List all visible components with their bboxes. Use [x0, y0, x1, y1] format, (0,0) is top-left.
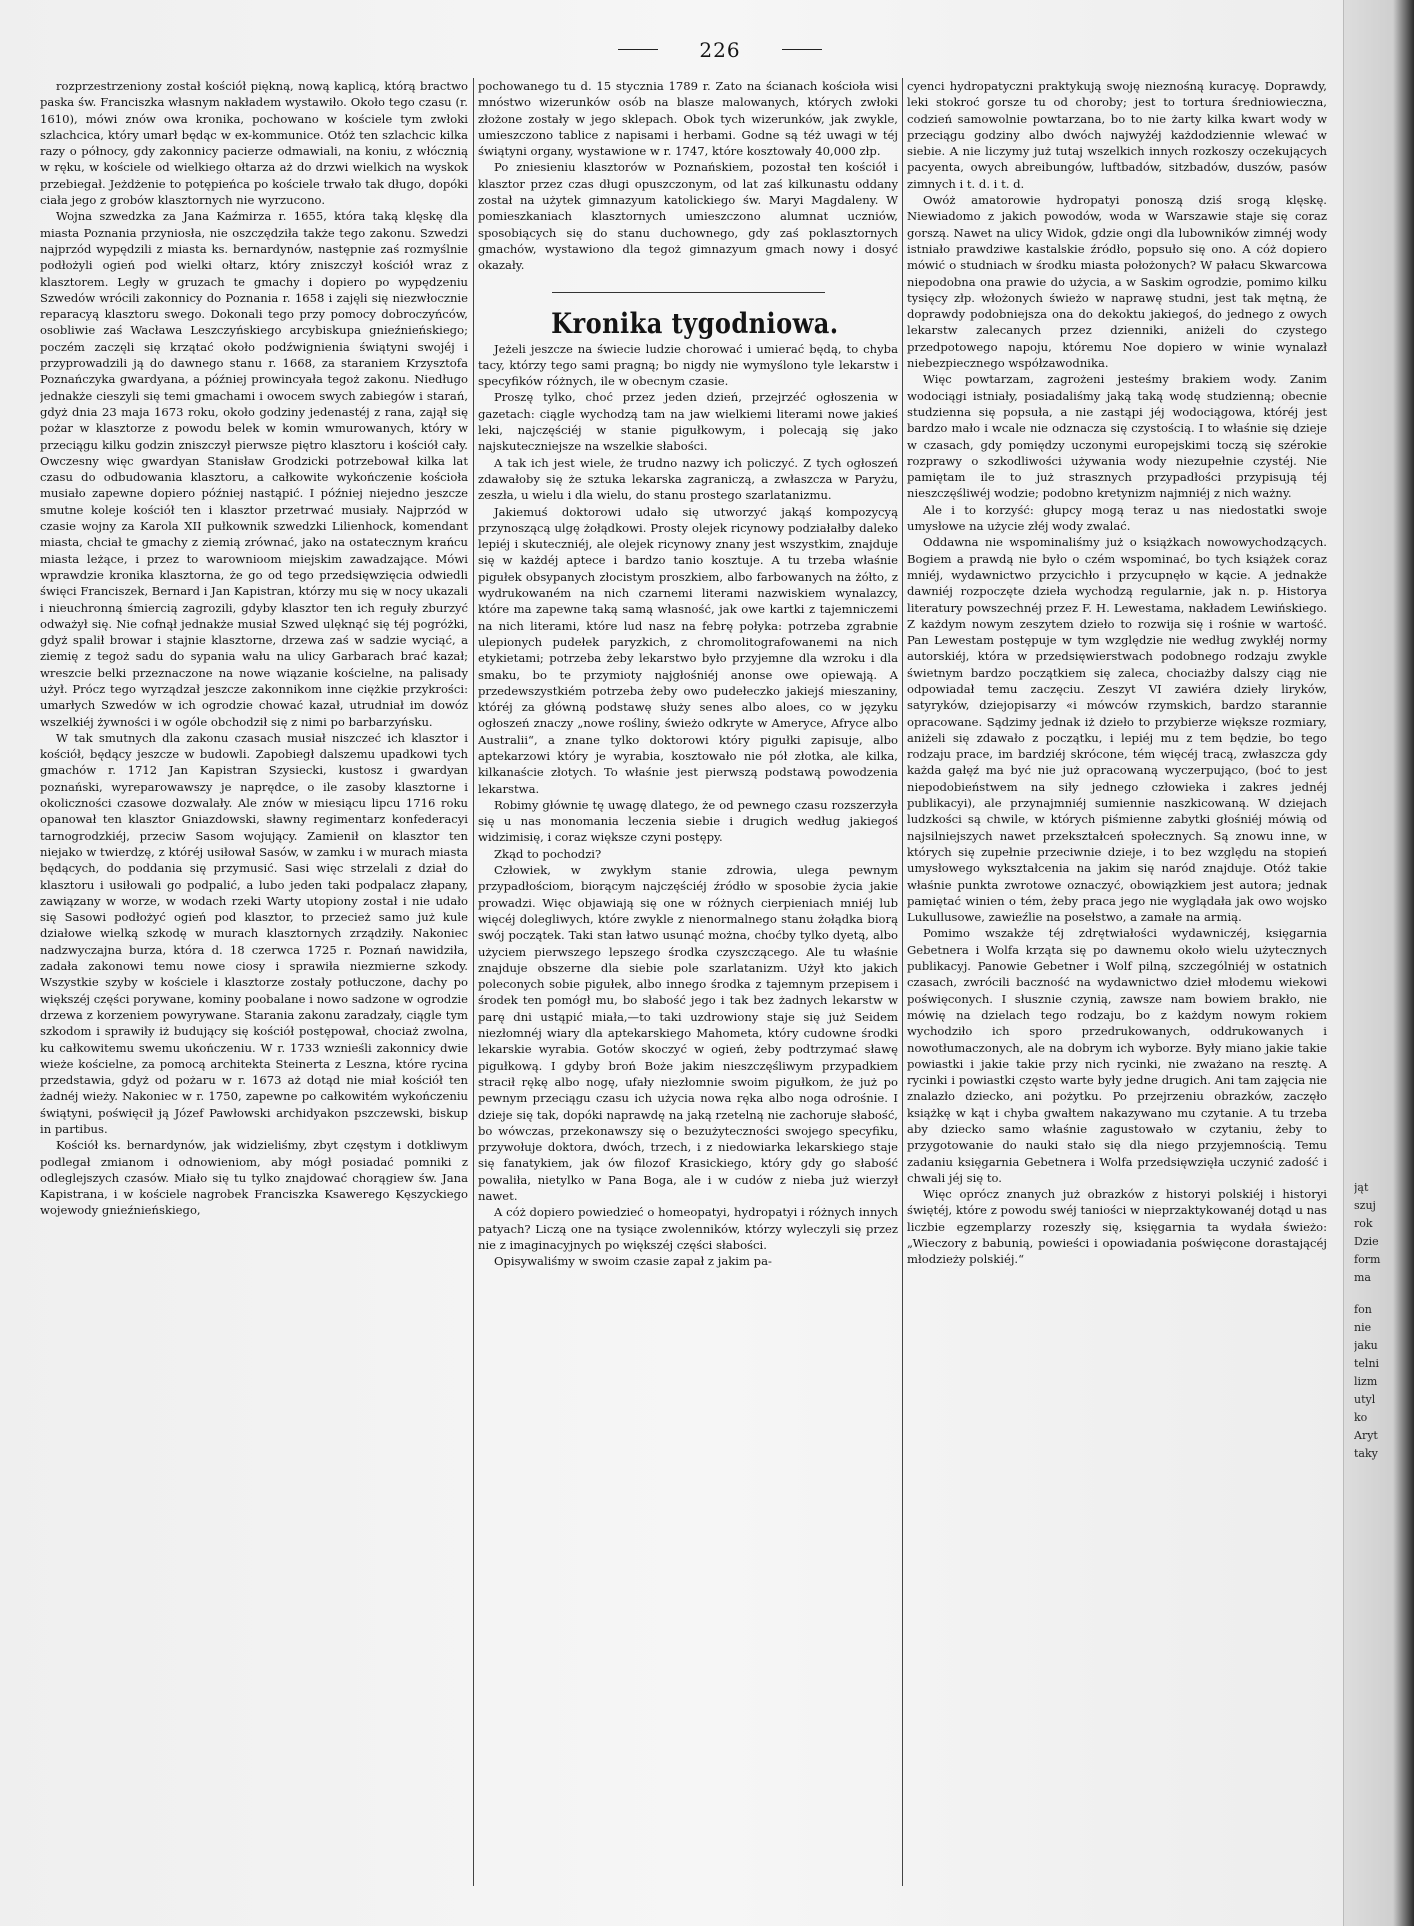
edge-fragment: ma — [1354, 1271, 1371, 1284]
column-divider-2 — [902, 78, 903, 1886]
paragraph: Owóż amatorowie hydropatyi ponoszą dziś srogą klęskę. Niewiadomo z jakich powodów, woda w Warszawie staje się coraz gorszą. Nawet na ulicy Widok, gdzie ongi dla lubowników zimnéj wody istniało prawdziwe kastalskie źródło, popsuło się ono. A cóż dopiero mówić o studniach w środku miasta położonych? W pałacu Skwarcowa niepodobna ona prawie do użycia, a w Saskim ogrodzie, pomimo kilku tysięcy złp. włożonych świeżo w naprawę studni, jest tak mętną, że doprawdy podobniejsza ona do dekoktu jakiegoś, do jednego z owych lekarstw zalecanych przez dzienniki, aniżeli do czystego przedpotowego napoju, któremu Noe dopiero w winie wynalazł niebezpiecznego współzawodnika. — [907, 193, 1327, 371]
edge-fragment: nie — [1354, 1321, 1372, 1334]
section-title: Kronika tygodniowa. — [551, 306, 839, 340]
paragraph: W tak smutnych dla zakonu czasach musiał niszczeć ich klasztor i kościół, będący jeszcze w budowli. Zapobiegł dalszemu upadkowi tych gmachów r. 1712 Jan Kapistran Szysiecki, kustosz i gwardyan poznański, wyreparowawszy je naprędce, o ile zasoby klasztorne i okoliczności czasowe dozwalały. Ale znów w miesiącu lipcu 1716 roku opanował ten klasztor Gniazdowski, sławny regimentarz konfederacyi tarnogrodzkiéj, przeciw Sasom wojujący. Zamienił on klasztor ten niejako w twierdzę, z któréj usiłował Sasów, w zamku i w murach miasta będących, do poddania się przymusić. Sasi więc strzelali z dział do klasztoru i usiłowali go podpalić, a lubo jeden taki podpalacz złapany, zawiązany w worze, w wodach rzeki Warty utopiony został i nie udało się Sasowi podłożyć ogień pod klasztor, to przecież samo już kule działowe wielką szkodę w murach klasztornych zrządziły. Nakoniec nadzwyczajna burza, która d. 18 czerwca 1725 r. Poznań nawidziła, zadała zakonowi temu nowe ciosy i sprawiła niezmierne szkody. Wszystkie szyby w kościele i klasztorze zostały potłuczone, dachy po większéj części porywane, kominy poobalane i nowo sadzone w ogrodzie drzewa z korzeniem powyrywane. Starania zakonu zaradzały, ciągle tym szkodom i sprawiły iż budujący się kościół postępował, chociaż zwolna, ku całkowitemu swemu ukończeniu. W r. 1733 wznieśli zakonnicy dwie wieże kościelne, za pomocą architekta Steinerta z Leszna, które rycina przedstawia, gdyż od pożaru w r. 1673 aż dotąd nie miał kościół ten żadnéj wieży. Nakoniec w r. 1750, zapewne po całkowitém wykończeniu świątyni, poświęcił ją Józef Pawłowski archidyakon pszczewski, biskup in partibus. — [40, 730, 468, 1136]
edge-fragment: fon — [1354, 1303, 1372, 1316]
paragraph: Oddawna nie wspominaliśmy już o książkach nowowychodzących. Bogiem a prawdą nie było o czém wspominać, bo tych książek coraz mniéj, wydawnictwo przycichło i przycupnęło w kącie. A jednakże dawniéj rozpoczęte dzieła wychodzą regularnie, jak n. p. Historya literatury powszechnéj przez F. H. Lewestama, nakładem Lewińskiego. Z każdym nowym zeszytem dzieło to rozwija się i rośnie w wartość. Pan Lewestam postępuje w tym względzie nie według zwykłéj normy autorskiéj, która w przedsięwierstwach podobnego rodzaju zwykle świetnym bardzo początkiem się zaleca, chociażby dalszy ciąg nie odpowiadał temu zaczęciu. Zeszyt VI zawiéra dzieły liryków, satyryków, dziejopisarzy «i mówców rzymskich, bardzo starannie opracowane. Sądzimy jednak iż dzieło to przybierze większe rozmiary, aniżeli się zdawało z początku, i lepiéj mu z tem będzie, bo tego rodzaju prace, im bardziéj skrócone, tém więcéj tracą, zwłaszcza gdy każda gałęź ma być nie już opracowaną wyczerpująco, (boć to jest niepodobieństwem na siły jednego człowieka i zakres jednéj publikacyi), ale przynajmniéj sumiennie naszkicowaną. W dziejach ludzkości są chwile, w których piśmienne zabytki głośniéj mówią od najsilniejszych nawet przekształceń społecznych. Są znowu inne, w których się zupełnie przeciwnie dzieje, i to bez względu na stopień umysłowego wykształcenia na jakim się naród znajduje. Otóż takie właśnie punkta zwrotowe oznaczyć, obowiązkiem jest autora; jednak pamiętać winien o tém, żeby praca jego nie wyglądała jak owo wojsko Lukullusowe, zawieźlie na posełstwo, a zamałe na armią. — [907, 535, 1327, 925]
edge-fragment: Aryt — [1354, 1429, 1378, 1442]
paragraph: Pomimo wszakże téj zdrętwiałości wydawniczéj, księgarnia Gebetnera i Wolfa krząta się po dawnemu około wielu użytecznych publikacyj. Panowie Gebetner i Wolf pilną, szczególniéj w ostatnich czasach, zwrócili baczność na wydawnictwo dzieł młodemu wiekowi poświęconych. I słusznie czynią, zawsze nam bowiem brakło, nie mówię na dzielach tego rodzaju, bo z każdym nowym rokiem wychodziło ich sporo przedrukowanych, oddrukowanych i nowotłumaczonych, ale na dobrym ich wyborze. Były miano jakie takie powiastki i jakie takie przy nich rycinki, nie zważano na resztę. A rycinki i powiastki często warte były jedne drugich. Ani tam zajęcia nie znalazło dziecko, ani pożytku. Po przejrzeniu obrazków, zaczęło książkę w kąt i chyba gwałtem nakazywano mu czytanie. A tu trzeba aby dziecko samo właśnie zagustowało w czytaniu, żeby to przygotowanie do nauki stało się dla niego przyjemnością. Temu zadaniu księgarnia Gebetnera i Wolfa przedsięwzięła uczynić zadość i chwali jéj się to. — [907, 926, 1327, 1185]
paragraph: A tak ich jest wiele, że trudno nazwy ich policzyć. Z tych ogłoszeń zdawałoby się że sztuka lekarska zagraniczą, a zwłaszcza w Paryżu, zeszła, u wielu i dla wielu, do stanu prostego szarlatanizmu. — [478, 455, 898, 503]
paragraph: cyenci hydropatyczni praktykują swoję nieznośną kuracyę. Doprawdy, leki stokroć gorsze tu od choroby; jest to tortura średniowieczna, codzień samowolnie powtarzana, bo to nie żarty kilka kwart wody w przeciągu godziny albo dwóch najwyżéj każdodziennie wlewać w siebie. A nie liczymy już tutaj wszelkich innych rozkoszy oczekujących pacyenta, owych abreibungów, luftbadów, sitzbadów, duszów, pasów zimnych i t. d. i t. d. — [907, 79, 1327, 191]
paragraph: Ale i to korzyść: głupcy mogą teraz u nas niedostatki swoje umysłowe na użycie złéj wody zwalać. — [907, 502, 1327, 534]
edge-fragment: szuj — [1354, 1199, 1376, 1212]
paragraph: rozprzestrzeniony został kościół piękną, nową kaplicą, którą bractwo paska św. Franciszka własnym nakładem wystawiło. Około tego czasu (r. 1610), mówi znów owa kronika, pochowano w kościele tym zwłoki szlachcica, który umarł będąc w ex-kommunice. Otóż ten szlachcic kilka razy o północy, gdy zakonnicy pacierze odmawiali, na koniu, z włócznią w ręku, w kościele od wielkiego ołtarza aż do drzwi wielkich na wyskok przebiegał. Jeżdżenie to potępieńca po kościele trwało tak długo, dopóki ciała jego z grobów klasztornych nie wyrzucono. — [40, 79, 468, 208]
edge-fragment: jąt — [1354, 1181, 1369, 1194]
paragraph: Robimy głównie tę uwagę dlatego, że od pewnego czasu rozszerzyła się u nas monomania leczenia siebie i drugich według jakiegoś widzimisię, i coraz większe czyni postępy. — [478, 797, 898, 845]
paragraph: Jeżeli jeszcze na świecie ludzie chorować i umierać będą, to chyba tacy, którzy tego sami pragną; bo nigdy nie wymyślono tyle lekarstw i specyfików różnych, ile w obecnym czasie. — [478, 341, 898, 389]
column-3 — [907, 78, 1327, 1896]
paragraph: Zkąd to pochodzi? — [494, 846, 602, 861]
paragraph: Człowiek, w zwykłym stanie zdrowia, ulega pewnym przypadłościom, biorącym najczęściéj źródło w sposobie życia jakie prowadzi. Więc objawiają się one w różnych cierpieniach mniéj lub więcéj dolegliwych, które zwykle z nienormalnego stanu żołądka biorą swój początek. Taki stan łatwo usunąć można, choćby tylko dyetą, albo użyciem pierwszego lepszego środka czyszczącego. Ale tu właśnie znajduje obszerne dla siebie pole szarlatanizm. Użył kto jakich poleconych sobie pigułek, albo innego środka z tajemnym przepisem i środek ten pomógł mu, bo słabość jego i tak bez żadnych lekarstw w parę dni ustąpić miała,—to taki uzdrowiony staje się już Seidem niezłomnéj wiary dla aptekarskiego Mahometa, który cudowne środki lekarskie wyrabia. Gotów skoczyć w ogień, żeby podtrzymać sławę pigułkową. I gdyby broń Boże jakim nieszczęśliwym przypadkiem stracił rękę albo nogę, ufały niezłomnie swoim pigułkom, że już po pewnym przeciągu czasu ich użycia nowa ręka albo noga odrośnie. I dzieje się tak, dopóki naprawdę na jaką rzetelną nie zachoruje słabość, bo wówczas, przekonawszy się o bezużyteczności swojego specyfiku, przywołuje doktora, dwóch, trzech, i z niedowiarka lekarskiego staje się fanatykiem, jak ów filozof Krasickiego, który gdy go słabość powaliła, nietylko w Pana Boga, ale i w cudów z nieba już wierzył nawet. — [478, 863, 898, 1203]
edge-fragment: lizm — [1354, 1375, 1378, 1388]
page-number — [660, 38, 780, 62]
edge-fragment: rok — [1354, 1217, 1373, 1230]
page-number-rule-left — [618, 49, 658, 50]
edge-fragment: taky — [1354, 1447, 1378, 1460]
edge-fragment: jaku — [1354, 1339, 1378, 1352]
paragraph: Kościół ks. bernardynów, jak widzieliśmy, zbyt częstym i dotkliwym podlegał zmianom i odnowieniom, aby mógł posiadać pomniki z odleglejszych czasów. Miało się tu tylko znajdować chorągiew św. Jana Kapistrana, i w kościele nagrobek Franciszka Ksawerego Kęszyckiego wojewody gnieźnieńskiego, — [40, 1138, 468, 1218]
paragraph: Po zniesieniu klasztorów w Poznańskiem, pozostał ten kościół i klasztor przez czas długi opuszczonym, od lat zaś kilkunastu oddany został na użytek gimnazyum katolickiego św. Maryi Magdaleny. W pomieszkaniach klasztornych umieszczono alumnat uczniów, sposobiących się do stanu duchownego, gdy zaś poklasztornych gmachów, wystawiono dla tegoż gimnazyum gmach nowy i dosyć okazały. — [478, 160, 898, 273]
edge-fragment: Dzie — [1354, 1235, 1379, 1248]
edge-fragment: telni — [1354, 1357, 1380, 1370]
page-number-rule-right — [782, 49, 822, 50]
edge-fragment: utyl — [1354, 1393, 1376, 1406]
column-2 — [478, 78, 898, 1896]
column-1 — [40, 78, 468, 1896]
paragraph: Więc oprócz znanych już obrazków z historyi polskiéj i historyi świętéj, które z powodu swéj taniości w nieprzaktykowanéj dotąd u nas liczbie egzemplarzy rozeszły się, księgarnia ta wydała świeżo: „Wieczory z babunią, powieści i opowiadania poświęcone dorastającéj młodzieży polskiéj.“ — [907, 1187, 1327, 1267]
paragraph: A cóż dopiero powiedzieć o homeopatyi, hydropatyi i różnych innych patyach? Liczą one na tysiące zwolenników, którzy wyleczyli się przez nie z imaginacyjnych po większéj części słabości. — [478, 1205, 898, 1252]
page-number-text: 226 — [699, 38, 741, 62]
column-divider-1 — [473, 78, 474, 1886]
paragraph: Proszę tylko, choć przez jeden dzień, przejrzéć ogłoszenia w gazetach: ciągle wychodzą tam na jaw wielkiemi literami nowe jakieś leki, najczęściéj w stanie pigułkowym, i polecają się jako najskuteczniejsze na wszelkie słabości. — [478, 390, 898, 454]
paragraph: Jakiemuś doktorowi udało się utworzyć jakąś kompozycyą przynoszącą ulgę żołądkowi. Prosty olejek ricynowy podziałałby daleko lepiéj i skuteczniéj, ale olejek ricynowy znany jest wszystkim, znajduje się w każdéj aptece i bardzo tanio kosztuje. A tu trzeba właśnie pigułek obsypanych złocistym proszkiem, albo farbowanych na żółto, z wydrukowaném na nich czarnemi literami nazwiskiem wynalazcy, które ma zapewne taką samą własność, jak owe kartki z tajemniczemi na nich literami, które lud nasz na febrę połyka: potrzeba zgrabnie ulepionych pudełek paryzkich, z chromolitografowanemi na nich etykietami; potrzeba żeby lekarstwo było przyjemne dla wzroku i dla smaku, bo te przymioty najgłośniéj anonse owe opiewają. A przedewszystkiém potrzeba żeby owo pudełeczko jakiejś mieszaniny, któréj za główną podstawę służy senes albo aloes, co w języku ogłoszeń znaczy „nowe rośliny, świeżo odkryte w Ameryce, Afryce albo Australii“, a znane tylko doktorowi który pigułki zapisuje, albo aptekarzowi który je wyrabia, kosztowało nie pół złotka, ale kilka, kilkanaście złotych. To właśnie jest pierwszą podstawą powodzenia lekarstwa. — [478, 504, 898, 796]
paragraph: Opisywaliśmy w swoim czasie zapał z jakim pa- — [494, 1254, 772, 1269]
paragraph: Więc powtarzam, zagrożeni jesteśmy brakiem wody. Zanim wodociągi istniały, posiadaliśmy jaką taką wodę studzienną; obecnie studzienna się popsuła, a nie zastąpi jéj wodociągowa, któréj jest bardzo mało i wcale nie odznacza się czystością. I to właśnie się dzieje w czasach, gdy pomiędzy uczonymi europejskimi toczą się szérokie rozprawy o szkodliwości używania wody niezupełnie czystéj. Nie pamiętam ile to już strasznych przypadłości przypisują téj nieszczęśliwéj wodzie; podobno kretynizm najmniéj z nich ważny. — [907, 372, 1327, 501]
edge-fragment: ko — [1354, 1411, 1368, 1424]
facing-page-edge — [1343, 0, 1414, 1926]
edge-fragment: form — [1354, 1253, 1381, 1266]
paragraph: pochowanego tu d. 15 stycznia 1789 r. Zato na ścianach kościoła wisi mnóstwo wizerunków osób na blasze malowanych, których zwłoki złożone zostały w jego sklepach. Obok tych wizerunków, jak zwykle, umieszczono tablice z napisami i herbami. Godne są téż uwagi w téj świątyni organy, wystawione w r. 1747, które kosztowały 40,000 złp. — [478, 79, 898, 159]
paragraph: Wojna szwedzka za Jana Kaźmirza r. 1655, która taką klęskę dla miasta Poznania przyniosła, nie oszczędziła także tego zakonu. Szwedzi najprzód wypędzili z miasta ks. bernardynów, następnie zaś rozmyślnie podłożyli ogień pod wielki ołtarz, który zniszczył kościół wraz z klasztorem. Legły w gruzach te gmachy i dopiero po wypędzeniu Szwedów wrócili zakonnicy do Poznania r. 1658 i zajęli się niezwłocznie reparacyą klasztoru swego. Dokonali tego przy pomocy dobroczyńców, osobliwie zaś Wacława Leszczyńskiego arcybiskupa gnieźnieńskiego; poczém zaczęli się krzątać około podźwignienia świątyni swojéj i przyprowadzili ją do dawnego stanu r. 1668, za staraniem Krzysztofa Poznańczyka gwardyana, a później prowincyała tegoż zakonu. Niedługo jednakże cieszyli się temi gmachami i owocem swych zabiegów i starań, gdyż dnia 23 maja 1673 roku, około godziny jedenastéj z rana, zajął się pożar w klasztorze z powodu belek w komin wmurowanych, który w przeciągu kilku godzin zniszczył pierwsze piętro klasztoru i kościół cały. Owczesny więc gwardyan Stanisław Grodzicki potrzebował kilka lat czasu do odbudowania klasztoru, a całkowite wykończenie kościoła musiało zapewne dopiero później nastąpić. I później niejedno jeszcze smutne koleje kościół ten i klasztor przetrwać musiały. Najprzód w czasie wojny za Karola XII pułkownik szwedzki Lilienhock, komendant miasta, chciał te gmachy z ziemią zrównać, jako na ostatecznym krańcu miasta leżące, i przez to warownioom miejskim zawadzające. Mówi wprawdzie kronika klasztorna, że go od tego przedsięwzięcia odwiedli święci Franciszek, Bernard i Jan Kapistran, którzy mu się w nocy ukazali i nieuchronną śmiercią zagrozili, gdyby klasztor ten ich reguły zburzyć odważył się. Nie cofnął jednakże musiał Szwed ulęknąć się téj pogróżki, gdyż spalił browar i stajnie klasztorne, drzewa zaś w sadzie wyciąć, a ziemię z tegoż sadu do sypania wału na ulicy Garbarach brać kazał; wreszcie belki przeznaczone na nowe wiązanie kościelne, na palisady użył. Prócz tego wyrządzał jeszcze zakonnikom inne ciężkie przykrości: umarłych Szwedów w ich ogrodzie chować kazał, utrudniał im dowóz wszelkiéj żywności i w ogóle obchodził się z nimi po barbarzyńsku. — [40, 209, 468, 729]
section-divider — [552, 292, 825, 293]
